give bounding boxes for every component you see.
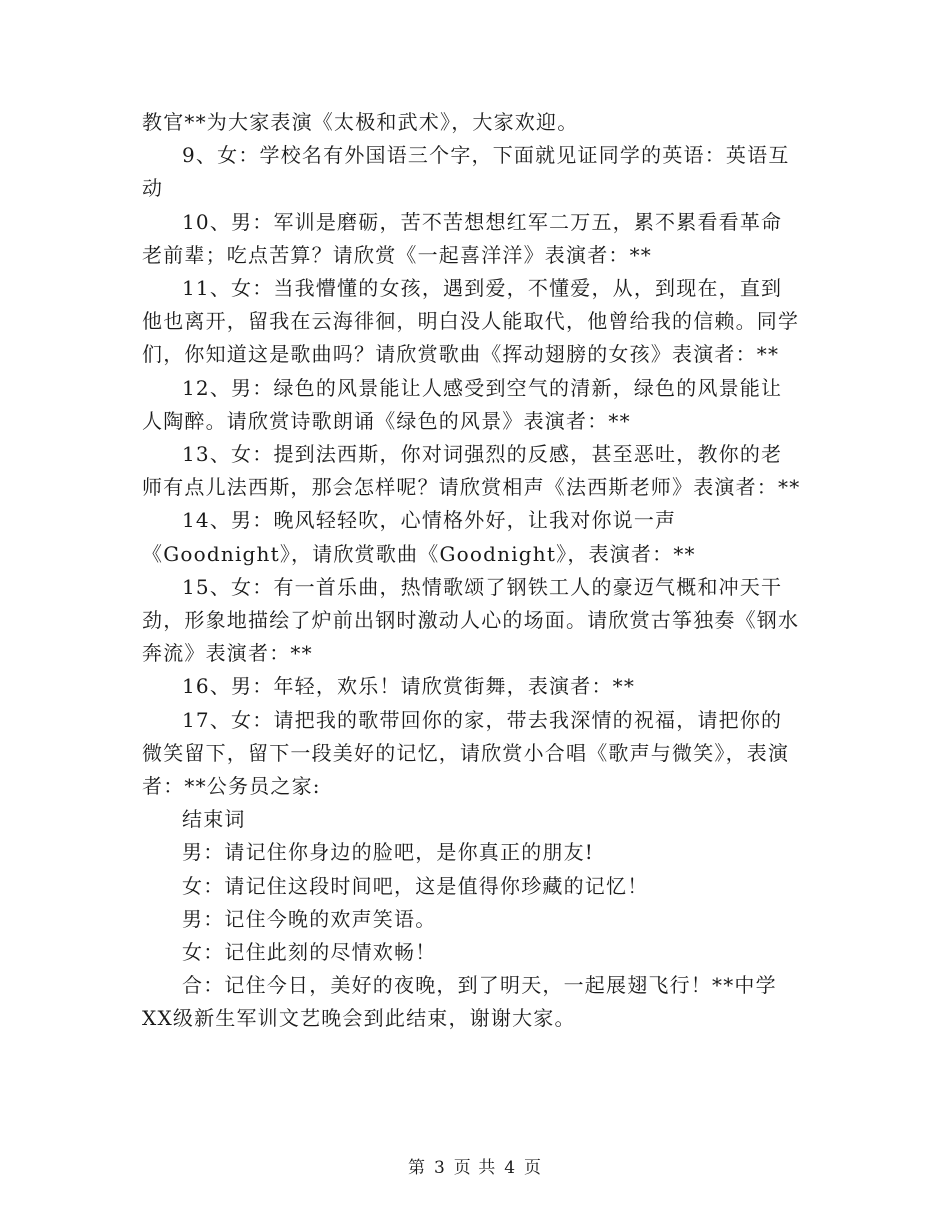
- paragraph: 14、男：晚风轻轻吹，心情格外好，让我对你说一声《Goodnight》，请欣赏歌曲《Goodnight》，表演者：**: [142, 508, 696, 566]
- document-body: [142, 106, 802, 1036]
- paragraph: 教官**为大家表演《太极和武术》，大家欢迎。: [142, 110, 579, 134]
- paragraph: 合：记住今日，美好的夜晚，到了明天，一起展翅飞行！**中学XX级新生军训文艺晚会到此结束，谢谢大家。: [142, 973, 777, 1031]
- footer-prefix: 第: [407, 1158, 426, 1178]
- paragraph: 17、女：请把我的歌带回你的家，带去我深情的祝福，请把你的微笑留下，留下一段美好的记忆，请欣赏小合唱《歌声与微笑》，表演者：**公务员之家:: [142, 707, 790, 799]
- paragraph: 男：记住今晚的欢声笑语。: [182, 906, 437, 931]
- paragraph: 女：记住此刻的尽情欢畅！: [182, 940, 437, 965]
- paragraph: 10、男：军训是磨砺，苦不苦想想红军二万五，累不累看看革命老前辈；吃点苦算？请欣赏《一起喜洋洋》表演者：**: [142, 209, 783, 267]
- footer-middle: 页 共: [453, 1158, 497, 1178]
- paragraph: 15、女：有一首乐曲，热情歌颂了钢铁工人的豪迈气概和冲天干劲，形象地描绘了炉前出钢时激动人心的场面。请欣赏古筝独奏《钢水奔流》表演者：**: [142, 574, 800, 666]
- paragraph: 男：请记住你身边的脸吧，是你真正的朋友!: [182, 840, 595, 865]
- page-number: 3: [433, 1158, 446, 1178]
- page-footer: [0, 1153, 950, 1178]
- paragraph: 13、女：提到法西斯，你对词强烈的反感，甚至恶吐，教你的老师有点儿法西斯，那会怎样呢？请欣赏相声《法西斯老师》表演者：**: [142, 442, 801, 500]
- paragraph: 16、男：年轻，欢乐！请欣赏街舞，表演者：**: [182, 674, 636, 699]
- footer-suffix: 页: [524, 1158, 543, 1178]
- page-total: 4: [504, 1158, 517, 1178]
- paragraph: 女：请记住这段时间吧，这是值得你珍藏的记忆！: [182, 873, 649, 898]
- section-heading-closing: 结束词: [182, 807, 246, 832]
- paragraph: 11、女：当我懵懂的女孩，遇到爱，不懂爱，从，到现在，直到他也离开，留我在云海徘徊，明白没人能取代，他曾给我的信赖。同学们，你知道这是歌曲吗？请欣赏歌曲《挥动翅膀的女孩》表演者：**: [142, 276, 800, 367]
- paragraph: 12、男：绿色的风景能让人感受到空气的清新，绿色的风景能让人陶醉。请欣赏诗歌朗诵《绿色的风景》表演者：**: [142, 375, 783, 433]
- paragraph: 9、女：学校名有外国语三个字，下面就见证同学的英语：英语互动: [142, 143, 790, 201]
